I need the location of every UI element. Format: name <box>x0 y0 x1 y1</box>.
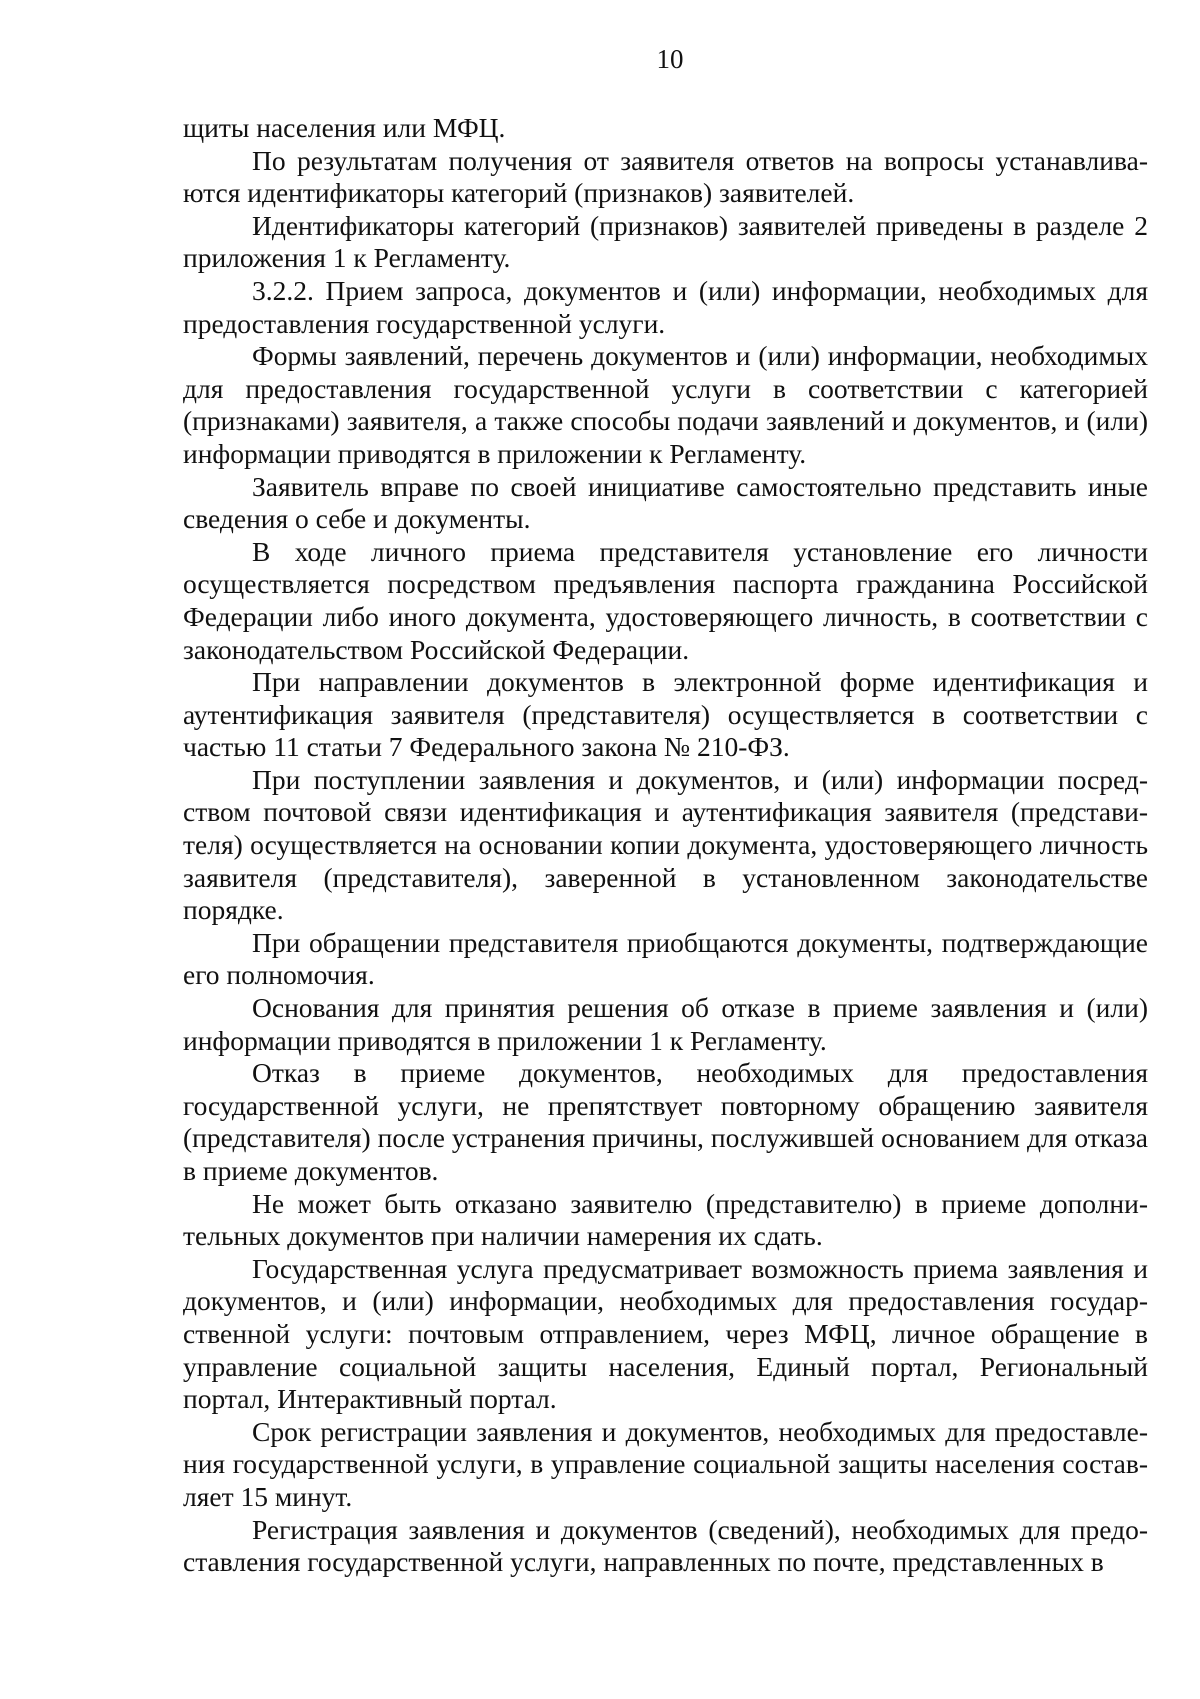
paragraph: Не может быть отказано заявителю (представителю) в приеме дополнительных документов при наличии намерения их сдать. <box>183 1187 1148 1252</box>
paragraph: В ходе личного приема представителя установление его личности осуществляется посредством предъявления паспорта гражданина Российской Федерации либо иного документа, удостоверяющего личность, в соответствии с законодательством Российской Федерации. <box>183 535 1148 665</box>
paragraph: Государственная услуга предусматривает возможность приема заявления и документов, и (или) информации, необходимых для предоставления государственной услуги: почтовым отправлением, через МФЦ, личное обращение в управление социальной защиты населения, Единый портал, Региональный портал, Интерактивный портал. <box>183 1252 1148 1415</box>
paragraph: По результатам получения от заявителя ответов на вопросы устанавливаются идентификаторы категорий (признаков) заявителей. <box>183 144 1148 209</box>
page-number: 10 <box>656 44 684 74</box>
paragraph: Срок регистрации заявления и документов, необходимых для предоставления государственной услуги, в управление социальной защиты населения составляет 15 минут. <box>183 1415 1148 1512</box>
paragraph: Формы заявлений, перечень документов и (или) информации, необходимых для предоставления государственной услуги в соответствии с категорией (признаками) заявителя, а также способы подачи заявлений и документов, и (или) информации приводятся в приложении к Регламенту. <box>183 340 1148 469</box>
paragraph: 3.2.2. Прием запроса, документов и (или) информации, необходимых для предоставления государственной услуги. <box>183 274 1148 339</box>
paragraph: При поступлении заявления и документов, и (или) информации посредством почтовой связи идентификация и аутентификация заявителя (представителя) осуществляется на основании копии документа, удостоверяющего личность заявителя (представителя), заверенной в установленном законодательстве порядке. <box>183 763 1148 926</box>
paragraph: Отказ в приеме документов, необходимых для предоставления государственной услуги, не препятствует повторному обращению заявителя (представителя) после устранения причины, послужившей основанием для отказа в приеме документов. <box>183 1057 1148 1186</box>
paragraph: щиты населения или МФЦ. <box>183 112 506 143</box>
paragraph: При обращении представителя приобщаются документы, подтверждающие его полномочия. <box>183 926 1148 991</box>
paragraph: Идентификаторы категорий (признаков) заявителей приведены в разделе 2 приложения 1 к Регламенту. <box>183 209 1148 274</box>
paragraph: Заявитель вправе по своей инициативе самостоятельно представить иные сведения о себе и документы. <box>183 470 1148 535</box>
paragraph: Основания для принятия решения об отказе в приеме заявления и (или) информации приводятся в приложении 1 к Регламенту. <box>183 992 1148 1056</box>
body-text <box>183 112 1148 1579</box>
paragraph: При направлении документов в электронной форме идентификация и аутентификация заявителя (представителя) осуществляется в соответствии с частью 11 статьи 7 Федерального закона № 210-ФЗ. <box>183 666 1148 763</box>
paragraph: Регистрация заявления и документов (сведений), необходимых для предоставления государственной услуги, направленных по почте, представленных в <box>183 1513 1148 1578</box>
